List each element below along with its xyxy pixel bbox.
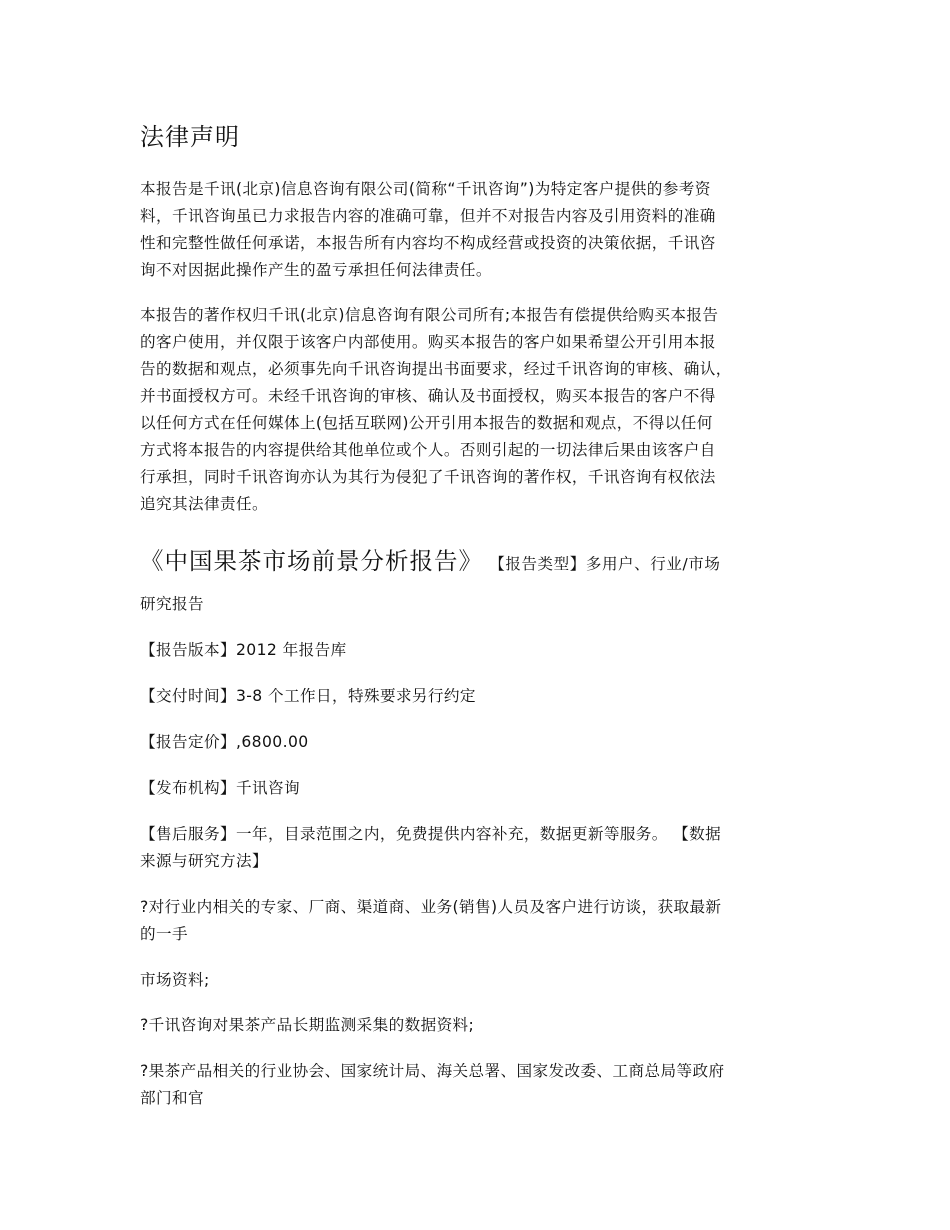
report-heading <box>140 538 820 587</box>
report-title: 《中国果茶市场前景分析报告》 <box>140 547 483 575</box>
data-source-1 <box>140 894 820 948</box>
report-type: 【报告类型】多用户、行业/市场 <box>497 555 721 573</box>
report-after-sales <box>140 821 820 875</box>
text-line: 追究其法律责任。 <box>140 495 268 513</box>
report-publisher: 【发布机构】千讯咨询 <box>140 779 300 797</box>
text-line: 询不对因据此操作产生的盈亏承担任何法律责任。 <box>140 261 492 279</box>
text-line: 的客户使用，并仅限于该客户内部使用。购买本报告的客户如果希望公开引用本报 <box>140 333 716 351</box>
data-source-2: ?千讯咨询对果茶产品长期监测采集的数据资料; <box>140 1016 475 1034</box>
text-line: 来源与研究方法】 <box>140 852 268 870</box>
text-line: 并书面授权方可。未经千讯咨询的审核、确认及书面授权，购买本报告的客户不得 <box>140 387 716 405</box>
text-line: 本报告的著作权归千讯(北京)信息咨询有限公司所有;本报告有偿提供给购买本报告 <box>140 306 719 324</box>
text-line: 本报告是千讯(北京)信息咨询有限公司(简称“千讯咨询”)为特定客户提供的参考资 <box>140 180 711 198</box>
text-line: ?对行业内相关的专家、厂商、渠道商、业务(销售)人员及客户进行访谈，获取最新 <box>140 898 722 916</box>
report-delivery-time: 【交付时间】3-8 个工作日，特殊要求另行约定 <box>140 687 476 705</box>
text-line: 以任何方式在任何媒体上(包括互联网)公开引用本报告的数据和观点，不得以任何 <box>140 414 713 432</box>
data-source-3 <box>140 1058 820 1112</box>
legal-statement-title: 法律声明 <box>140 123 240 151</box>
text-line: 部门和官 <box>140 1089 204 1107</box>
legal-paragraph-1 <box>140 176 812 284</box>
text-line: 【售后服务】一年，目录范围之内，免费提供内容补充，数据更新等服务。 【数据 <box>140 825 722 843</box>
report-version: 【报告版本】2012 年报告库 <box>140 641 347 659</box>
text-line: 告的数据和观点，必须事先向千讯咨询提出书面要求，经过千讯咨询的审核、确认， <box>140 360 732 378</box>
text-line: 性和完整性做任何承诺，本报告所有内容均不构成经营或投资的决策依据，千讯咨 <box>140 234 716 252</box>
text-line: 的一手 <box>140 925 188 943</box>
text-line: ?果茶产品相关的行业协会、国家统计局、海关总署、国家发改委、工商总局等政府 <box>140 1062 725 1080</box>
report-type-continued: 研究报告 <box>140 595 204 613</box>
text-line: 方式将本报告的内容提供给其他单位或个人。否则引起的一切法律后果由该客户自 <box>140 441 716 459</box>
data-source-1-continued: 市场资料; <box>140 971 210 989</box>
legal-paragraph-2 <box>140 302 812 518</box>
text-line: 行承担，同时千讯咨询亦认为其行为侵犯了千讯咨询的著作权，千讯咨询有权依法 <box>140 468 716 486</box>
report-price: 【报告定价】,6800.00 <box>140 733 309 751</box>
text-line: 料，千讯咨询虽已力求报告内容的准确可靠，但并不对报告内容及引用资料的准确 <box>140 207 716 225</box>
